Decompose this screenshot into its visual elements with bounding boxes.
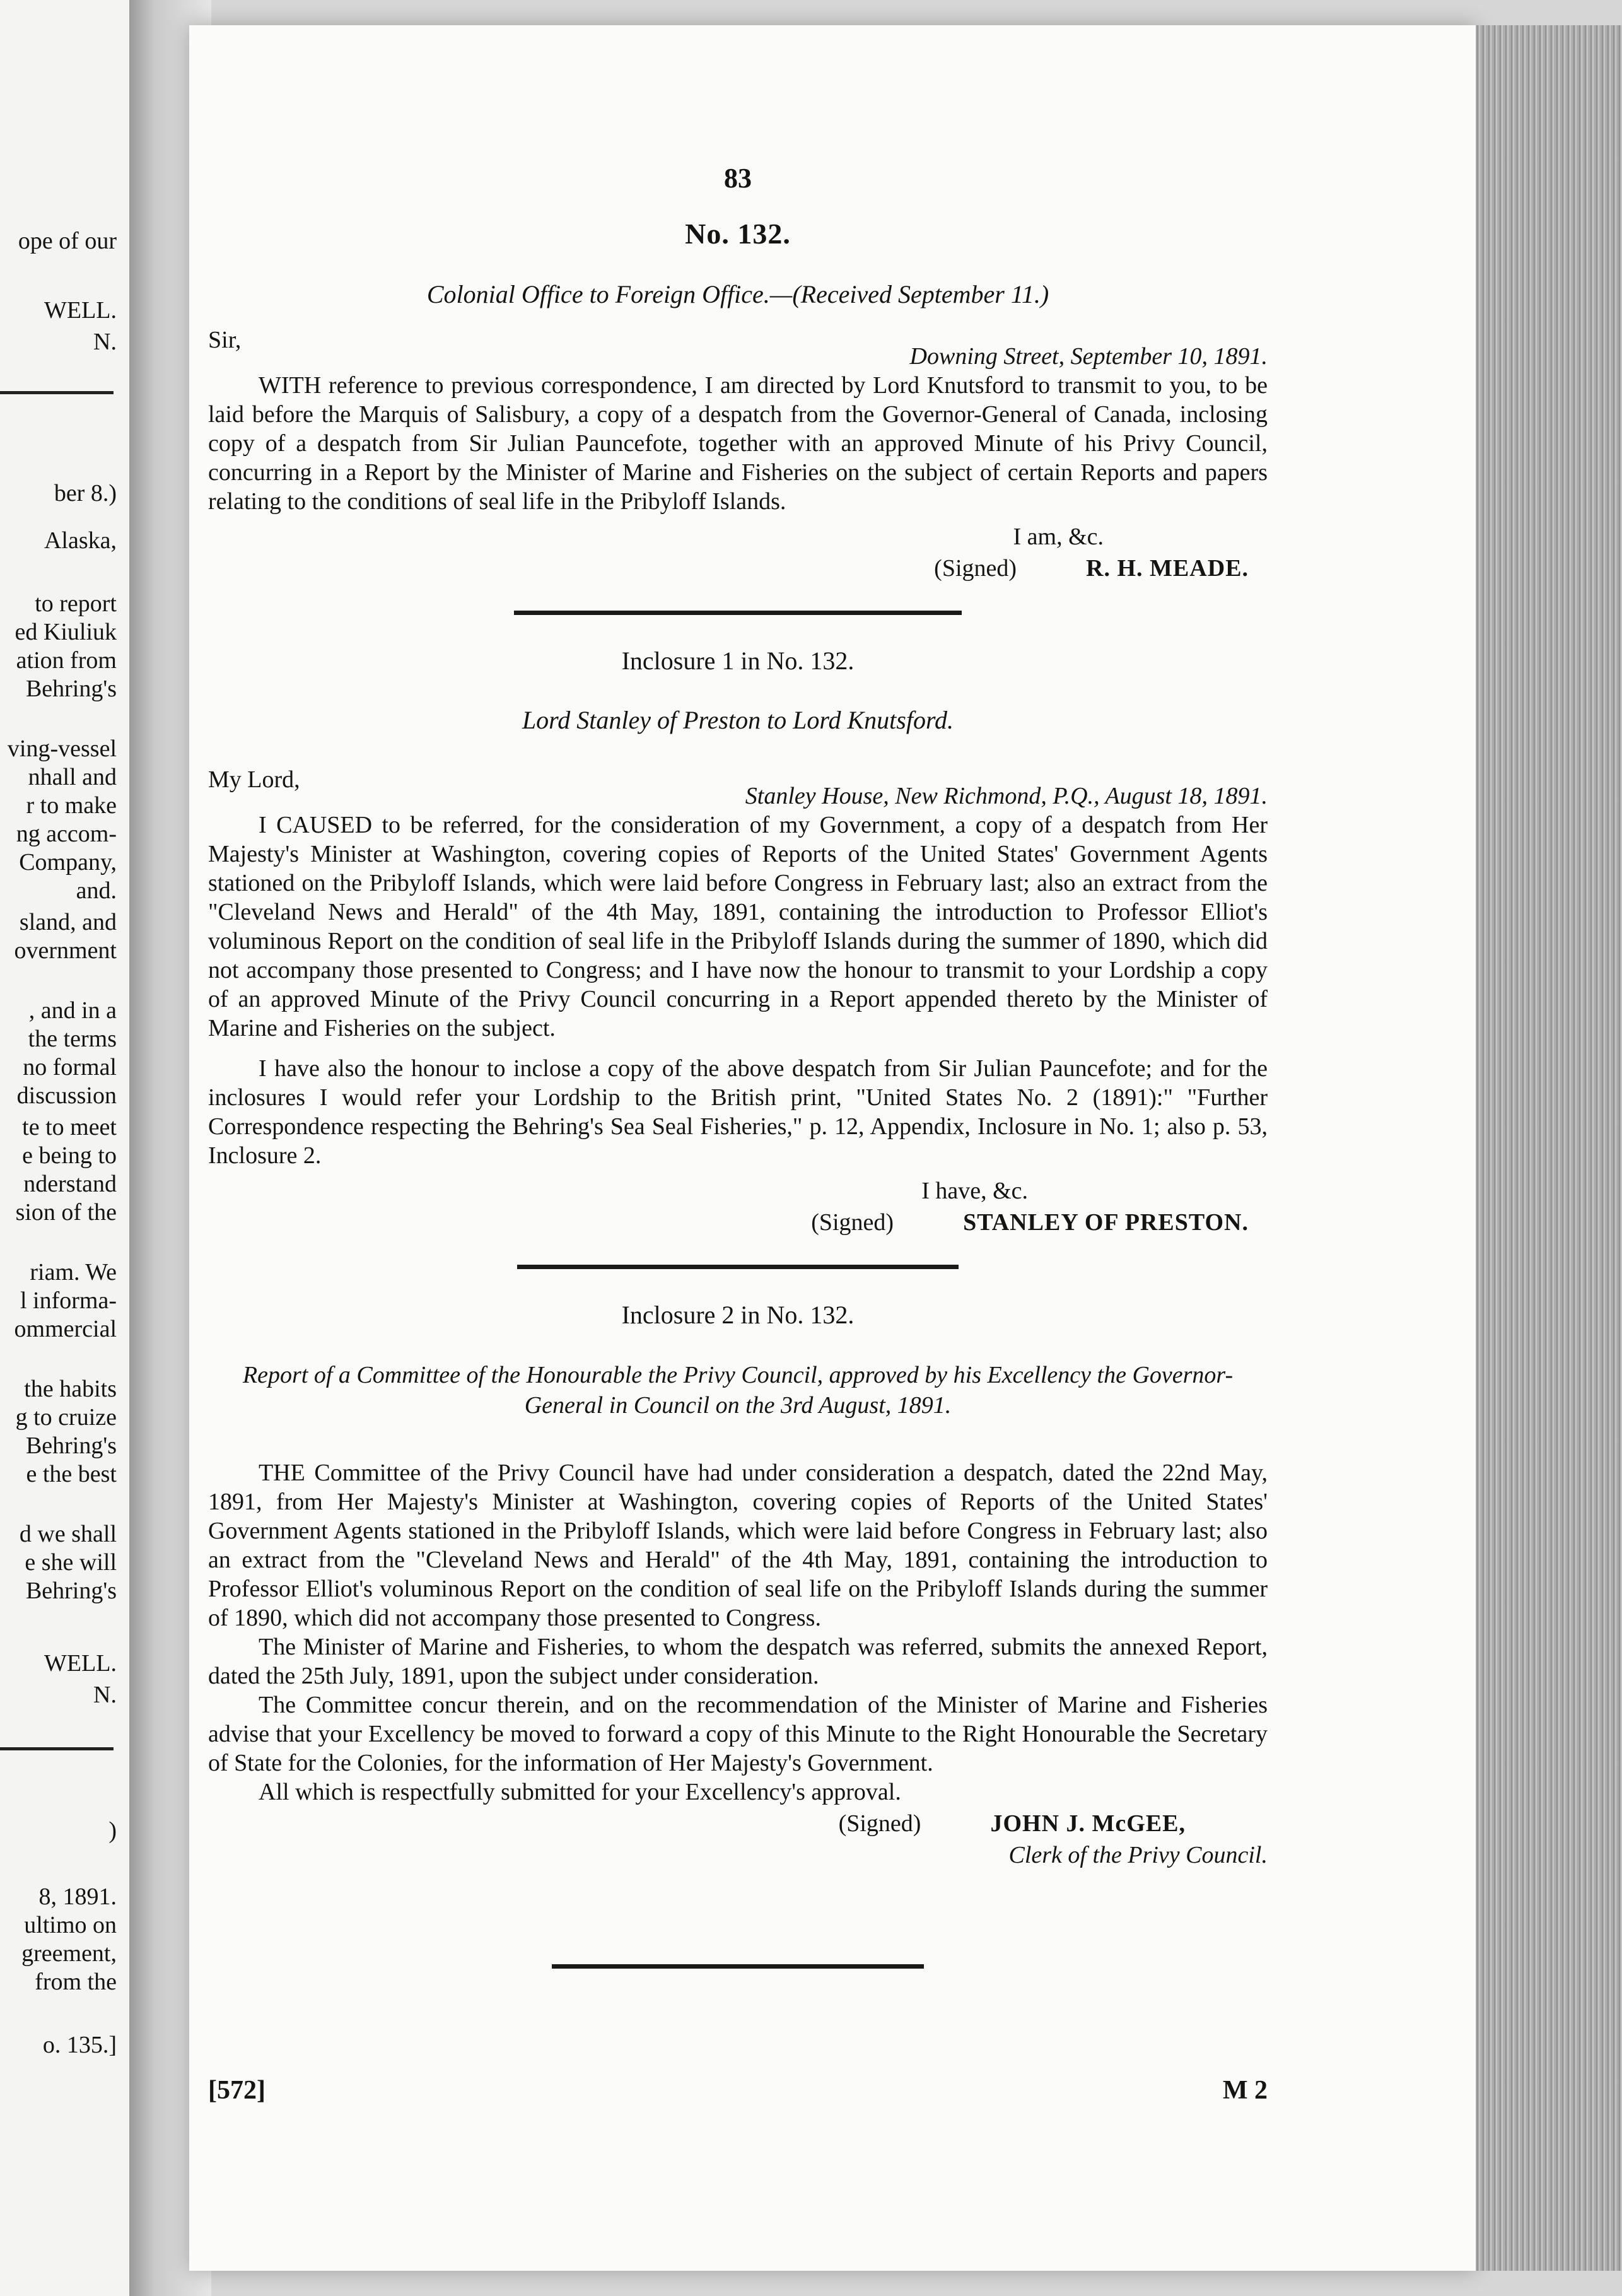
left-page-line: riam. We [30, 1259, 117, 1286]
inclosure1-dateline: Stanley House, New Richmond, P.Q., August 18, 1891. [745, 783, 1268, 809]
left-page-line: o. 135.] [42, 2032, 117, 2058]
letter1-closing: I am, &c. [1013, 524, 1104, 550]
left-page-line: ultimo on [24, 1912, 117, 1938]
inclosure2-clerk: Clerk of the Privy Council. [1008, 1842, 1268, 1868]
letter1-body: WITH reference to previous correspondence, I am directed by Lord Knutsford to transmit to you, to be laid before the Marquis of Salisbury, a copy of a despatch from the Governor-General of Canada, inclosing copy of a despatch from Sir Julian Pauncefote, together with an approved Minute of his Privy Council, concurring in a Report by the Minister of Marine and Fisheries on the subject of certain Reports and papers relating to the conditions of seal life in the Pribyloff Islands. [208, 372, 1268, 515]
inclosure1-closing: I have, &c. [921, 1178, 1028, 1204]
left-page-line: to report [35, 590, 117, 617]
page-footer [208, 2075, 1268, 2106]
left-page-line: WELL. [44, 1650, 117, 1677]
left-page-line: N. [93, 329, 117, 355]
left-page-line: and. [76, 877, 117, 904]
page-edges [1476, 25, 1622, 2271]
letter1-signature-block [208, 554, 1268, 583]
left-page-line: overnment [14, 937, 117, 964]
left-page-line: ope of our [18, 228, 117, 254]
left-page-line: ation from [16, 647, 117, 674]
footer-signature-mark: M 2 [1222, 2076, 1268, 2105]
left-page-line: the habits [24, 1376, 117, 1402]
left-page-line: l informa- [20, 1287, 117, 1314]
left-page-line: nhall and [28, 764, 117, 790]
inclosure1-label: Inclosure 1 in No. 132. [621, 647, 855, 675]
left-page-line: e being to [22, 1142, 117, 1169]
inclosure2-para3: The Committee concur therein, and on the recommendation of the Minister of Marine and Fisheries advise that your Excellency be moved to forward a copy of this Minute to the Right Honourable the Secretary of State for the Colonies, for the information of Her Majesty's Government. [208, 1692, 1268, 1776]
end-rule [552, 1964, 924, 1969]
document-content [208, 164, 1268, 2000]
left-page-line: no formal [23, 1054, 117, 1081]
left-page-line: ) [108, 1817, 117, 1844]
left-page-line: Company, [19, 849, 117, 876]
left-page-line: ng accom- [16, 821, 117, 847]
document-heading: Colonial Office to Foreign Office.—(Received September 11.) [426, 280, 1049, 308]
inclosure1-para2: I have also the honour to inclose a copy of the above despatch from Sir Julian Pauncefote; and for the inclosures I would refer your Lordship to the British print, "United States No. 2 (1891):" "Further Correspondence respecting the Behring's Sea Seal Fisheries," p. 12, Appendix, Inclosure in No. 1; also p. 53, Inclosure 2. [208, 1055, 1268, 1169]
left-page-line: g to cruize [15, 1404, 117, 1431]
document-number: No. 132. [685, 218, 791, 250]
letter1-signature: R. H. MEADE. [1086, 555, 1249, 582]
left-page-line: the terms [28, 1026, 117, 1052]
inclosure2-signature-block [208, 1809, 1268, 1838]
left-page-line: e she will [25, 1549, 117, 1576]
footer-print-number: [572] [208, 2076, 265, 2105]
inclosure2-title: Report of a Committee of the Honourable the Privy Council, approved by his Excellency the Governor-General in Council on the 3rd August, 1891. [242, 1362, 1234, 1419]
left-page-line: nderstand [23, 1171, 117, 1197]
inclosure1-para1: I CAUSED to be referred, for the consideration of my Government, a copy of a despatch from Her Majesty's Minister at Washington, covering copies of Reports of the United States' Government Agents stationed on the Pribyloff Islands, which were laid before Congress in February last; also an extract from the "Cleveland News and Herald" of the 4th May, 1891, containing the introduction to Professor Elliot's voluminous Report on the condition of seal life in the Pribyloff Islands during the summer of 1890, which did not accompany those presented to Congress; and I have now the honour to transmit to your Lordship a copy of an approved Minute of the Privy Council concurring in a Report appended thereto by the Minister of Marine and Fisheries on the subject. [208, 812, 1268, 1041]
page-number: 83 [724, 163, 752, 194]
inclosure1-signed: (Signed) [811, 1209, 894, 1236]
left-page-line: Alaska, [44, 527, 117, 554]
letter1-signed: (Signed) [934, 555, 1017, 582]
left-page-line: from the [35, 1969, 117, 1995]
inclosure2-signed: (Signed) [838, 1810, 921, 1837]
left-page-fragment [0, 0, 129, 2296]
left-page-line: Behring's [25, 1432, 117, 1459]
inclosure2-para4: All which is respectfully submitted for your Excellency's approval. [259, 1779, 901, 1805]
left-page-line: te to meet [22, 1114, 117, 1140]
inclosure2-para2: The Minister of Marine and Fisheries, to whom the despatch was referred, submits the annexed Report, dated the 25th July, 1891, upon the subject under consideration. [208, 1634, 1268, 1689]
letter1-salutation: Sir, [208, 327, 242, 353]
inclosure1-title: Lord Stanley of Preston to Lord Knutsford. [522, 706, 954, 734]
left-page-line: sland, and [19, 909, 117, 935]
left-page-line: sion of the [15, 1199, 117, 1226]
inclosure1-signature-block [208, 1208, 1268, 1237]
left-page-line: Behring's [25, 1578, 117, 1604]
left-page-line: , and in a [28, 997, 117, 1024]
left-page-line: WELL. [44, 297, 117, 324]
divider-rule [514, 611, 962, 615]
left-page-line: r to make [26, 792, 117, 819]
left-page-line: greement, [21, 1940, 117, 1967]
left-page-line: ber 8.) [54, 480, 117, 507]
left-page-line: d we shall [19, 1521, 117, 1547]
left-page-line: discussion [16, 1082, 117, 1109]
left-page-line: ving-vessel [7, 735, 117, 762]
divider-rule [517, 1265, 959, 1269]
inclosure1-signature: STANLEY OF PRESTON. [963, 1209, 1249, 1236]
inclosure2-label: Inclosure 2 in No. 132. [621, 1301, 855, 1329]
left-page-rule [0, 1747, 114, 1750]
left-page-rule [0, 391, 114, 394]
inclosure2-para1: THE Committee of the Privy Council have had under consideration a despatch, dated the 22nd May, 1891, from Her Majesty's Minister at Washington, covering copies of Reports of the United States' Government Agents stationed in the Pribyloff Islands, which were laid before Congress in February last; also an extract from the "Cleveland News and Herald" of the 4th May, 1891, containing the introduction to Professor Elliot's voluminous Report on the condition of seal life on the Pribyloff Islands during the summer of 1890, which did not accompany those presented to Congress. [208, 1460, 1268, 1631]
inclosure2-signature: JOHN J. McGEE, [990, 1810, 1186, 1837]
left-page-line: e the best [26, 1461, 117, 1487]
left-page-line: Behring's [25, 676, 117, 702]
left-page-line: N. [93, 1682, 117, 1708]
left-page-line: ed Kiuliuk [15, 619, 117, 645]
left-page-line: ommercial [14, 1316, 117, 1342]
left-page-line: 8, 1891. [38, 1883, 117, 1910]
inclosure1-salutation: My Lord, [208, 766, 300, 793]
letter1-dateline: Downing Street, September 10, 1891. [909, 343, 1268, 370]
